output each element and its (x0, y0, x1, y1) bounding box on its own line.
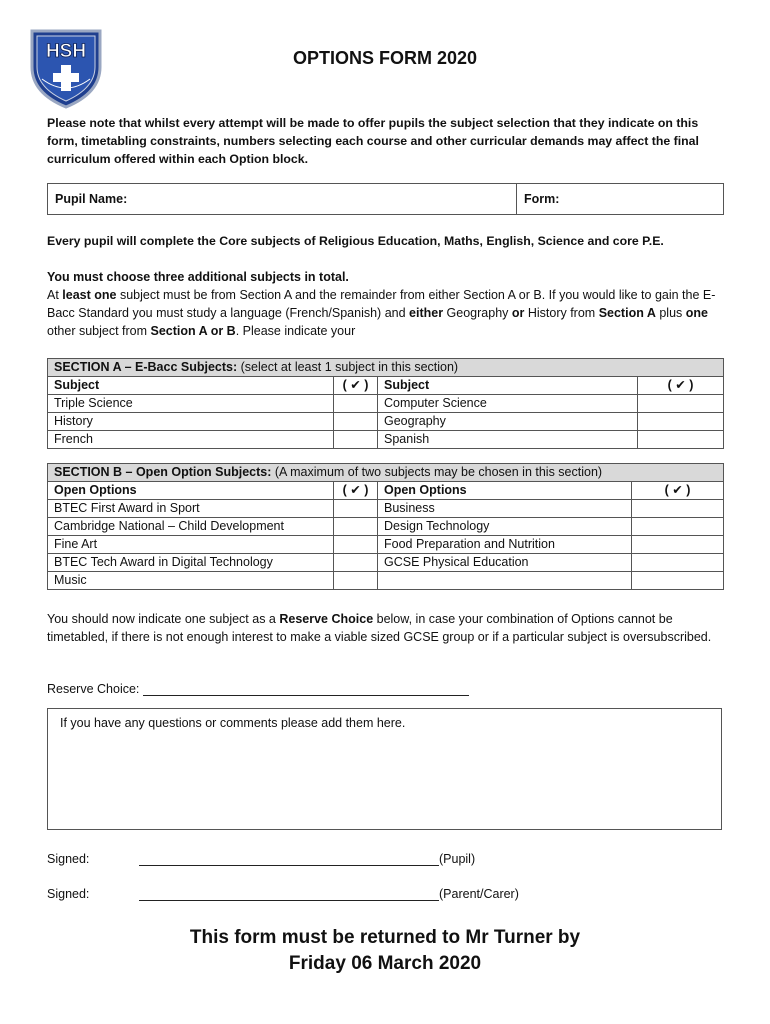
tick-box[interactable] (334, 431, 378, 449)
tick-box[interactable] (334, 518, 378, 536)
table-row (48, 518, 724, 536)
signature-role: (Parent/Carer) (439, 887, 519, 901)
tick-box[interactable] (632, 518, 724, 536)
subject-cell: BTEC Tech Award in Digital Technology (48, 554, 334, 572)
subject-cell: Design Technology (378, 518, 632, 536)
subject-cell: Fine Art (48, 536, 334, 554)
tick-box[interactable] (334, 395, 378, 413)
reserve-choice-label: Reserve Choice: (47, 682, 140, 696)
column-header: Subject (48, 377, 334, 395)
reserve-choice-input[interactable] (143, 681, 469, 696)
subject-cell: Triple Science (48, 395, 334, 413)
subject-cell (378, 572, 632, 590)
tick-box[interactable] (638, 413, 724, 431)
signature-role: (Pupil) (439, 852, 476, 866)
choice-rules: At least one subject must be from Section A and the remainder from either Section A or B. If you would like to gain the E-Bacc Standard you must study a language (French/Spanish) and either Geography or History from Section A plus one other subject from Section A or B. Please indicate your (47, 288, 716, 338)
footer-line-2: Friday 06 March 2020 (288, 953, 482, 974)
table-row (48, 395, 724, 413)
form-field[interactable]: Form: (517, 184, 724, 215)
subject-cell: GCSE Physical Education (378, 554, 632, 572)
column-header: Subject (378, 377, 638, 395)
pupil-signature-line[interactable] (139, 851, 439, 866)
signed-label: Signed: (47, 852, 90, 866)
section-a-title: SECTION A – E-Bacc Subjects: (select at least 1 subject in this section) (48, 359, 724, 377)
core-subjects-text: Every pupil will complete the Core subjects of Religious Education, Maths, English, Science and core P.E. (47, 234, 664, 248)
tick-box[interactable] (638, 395, 724, 413)
table-row (48, 572, 724, 590)
subject-cell: Spanish (378, 431, 638, 449)
tick-box[interactable] (334, 500, 378, 518)
subject-cell: Computer Science (378, 395, 638, 413)
reserve-instructions: You should now indicate one subject as a Reserve Choice below, in case your combination of Options cannot be timetabled, if there is not enough interest to make a viable sized GCSE group or if a particular subject is oversubscribed. (47, 612, 712, 644)
table-row (48, 536, 724, 554)
comments-box[interactable] (47, 708, 722, 830)
section-a-table (47, 358, 724, 449)
tick-box[interactable] (632, 554, 724, 572)
tick-box[interactable] (334, 536, 378, 554)
section-b-title: SECTION B – Open Option Subjects: (A maximum of two subjects may be chosen in this section) (48, 464, 724, 482)
footer-line-1: This form must be returned to Mr Turner by (189, 927, 581, 948)
tick-box[interactable] (334, 572, 378, 590)
choice-instructions (47, 268, 727, 340)
tick-box (632, 572, 724, 590)
tick-box[interactable] (632, 536, 724, 554)
tick-box[interactable] (632, 500, 724, 518)
tick-box[interactable] (334, 413, 378, 431)
column-header: Open Options (378, 482, 632, 500)
page-title: OPTIONS FORM 2020 (292, 48, 478, 68)
tick-column-header: ( ✔ ) (632, 482, 724, 500)
table-row (48, 500, 724, 518)
tick-box[interactable] (334, 554, 378, 572)
disclaimer-note: Please note that whilst every attempt will be made to offer pupils the subject selection that they indicate on this form, timetabling constraints, numbers selecting each course and other curricular demands may affect the final curriculum offered within each Option block. (47, 116, 699, 166)
comments-prompt: If you have any questions or comments please add them here. (60, 716, 406, 730)
tick-column-header: ( ✔ ) (334, 377, 378, 395)
return-instructions (0, 925, 770, 977)
table-row (48, 413, 724, 431)
parent-signature-row (47, 886, 519, 901)
parent-signature-line[interactable] (139, 886, 439, 901)
subject-cell: Business (378, 500, 632, 518)
subject-cell: French (48, 431, 334, 449)
reserve-choice-row (47, 681, 469, 696)
subject-cell: Music (48, 572, 334, 590)
pupil-details-table (47, 183, 724, 215)
subject-cell: Cambridge National – Child Development (48, 518, 334, 536)
column-header: Open Options (48, 482, 334, 500)
choice-heading: You must choose three additional subjects in total. (47, 270, 349, 284)
tick-column-header: ( ✔ ) (334, 482, 378, 500)
logo-text: HSH (45, 41, 87, 62)
pupil-signature-row (47, 851, 475, 866)
subject-cell: Geography (378, 413, 638, 431)
tick-column-header: ( ✔ ) (638, 377, 724, 395)
subject-cell: History (48, 413, 334, 431)
subject-cell: BTEC First Award in Sport (48, 500, 334, 518)
signed-label: Signed: (47, 887, 90, 901)
tick-box[interactable] (638, 431, 724, 449)
section-b-table (47, 463, 724, 590)
table-row (48, 554, 724, 572)
subject-cell: Food Preparation and Nutrition (378, 536, 632, 554)
table-row (48, 431, 724, 449)
pupil-name-field[interactable]: Pupil Name: (48, 184, 517, 215)
